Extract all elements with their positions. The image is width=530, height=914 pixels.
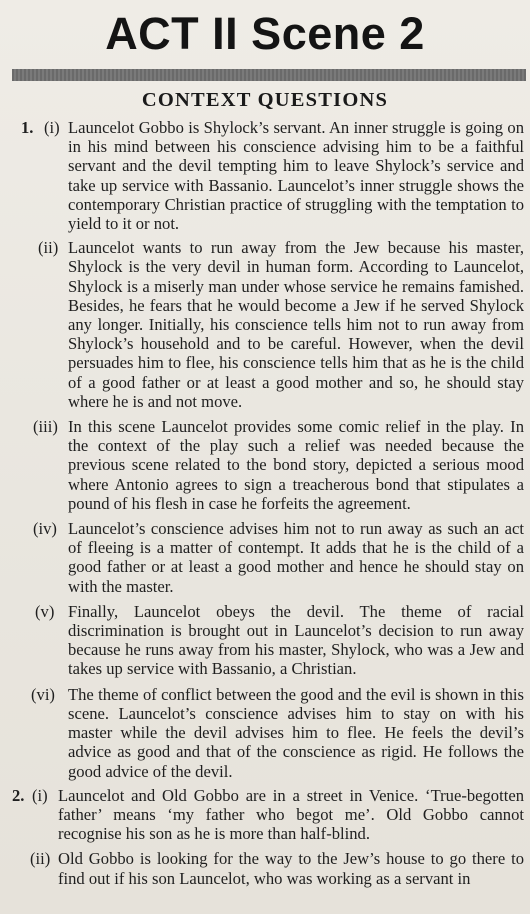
act-title: ACT II Scene 2 (105, 8, 425, 59)
answer-text: Launcelot’s conscience advises him not to run away as such an act of fleeing is a matter of contempt. It adds that he is the child of a good father or at least a good mother and hence he should stay on with the master. (68, 519, 524, 596)
part-label: (i) (32, 785, 48, 805)
part-label: (i) (44, 118, 60, 137)
answer-text: Launcelot wants to run away from the Jew because his master, Shylock is the very devil in human form. According to Launcelot, Shylock is a miserly man under whose service he remains famished. Besides, he fears that he would become a Jew if he served Shylock any longer. Initially, his conscience tells him not to run away from Shylock’s household and to be careful. However, when the devil persuades him to flee, his conscience tells him that as he is the child of a good father or at least a good mother and so, he should stay where he is and not move. (68, 238, 524, 411)
question-number: 1. (21, 118, 34, 137)
answer-text: The theme of conflict between the good and the evil is shown in this scene. Launcelot’s conscience advises him to stay on with his master while the devil advises him to flee. He feels the devil’s advice as good and that of the conscience as rigid. He follows the good advice of the devil. (68, 684, 524, 781)
answer-item (12, 785, 524, 844)
answer-item (33, 519, 524, 596)
part-label: (iv) (33, 519, 57, 539)
answer-text: Launcelot and Old Gobbo are in a street in Venice. ‘True-begotten father’ means ‘my father who begot me’. Old Gobbo cannot recognise his son as he is more than half-blind. (58, 785, 524, 844)
answer-text: Launcelot Gobbo is Shylock’s servant. An inner struggle is going on in his mind between his conscience advising him to be a faithful servant and the devil tempting him to leave Shylock’s service and take up service with Bassanio. Launcelot’s inner struggle shows the contemporary Christian practice of struggling with the temptation to yield to it or not. (68, 118, 524, 234)
answer-item (35, 601, 524, 679)
section-title: CONTEXT QUESTIONS (141, 89, 389, 111)
part-label: (ii) (38, 238, 59, 258)
answer-text: In this scene Launcelot provides some comic relief in the play. In the context of the play such a relief was needed because the previous scene related to the bond story, depicted a serious mood where Antonio agrees to sign a treacherous bond that stipulates a pound of his flesh in case he forfeits the agreement. (68, 417, 524, 513)
answers-content (0, 118, 530, 888)
answer-text: Old Gobbo is looking for the way to the Jew’s house to go there to find out if his son Launcelot, who was working as a servant in (58, 849, 524, 888)
part-label: (vi) (31, 684, 55, 704)
part-label: (ii) (30, 849, 51, 869)
answer-item (33, 417, 524, 513)
title-rule (12, 69, 526, 81)
question-number: 2. (12, 785, 25, 805)
part-label: (v) (35, 601, 55, 621)
answer-text: Finally, Launcelot obeys the devil. The theme of racial discrimination is brought out in Launcelot’s decision to run away because he runs away from his master, Shylock, who was a Jew and takes up service with Bassanio, a Christian. (68, 601, 524, 679)
answer-item (30, 849, 524, 888)
part-label: (iii) (33, 417, 58, 437)
answer-item (21, 118, 524, 234)
answer-item (31, 684, 524, 781)
answer-item (38, 238, 524, 411)
